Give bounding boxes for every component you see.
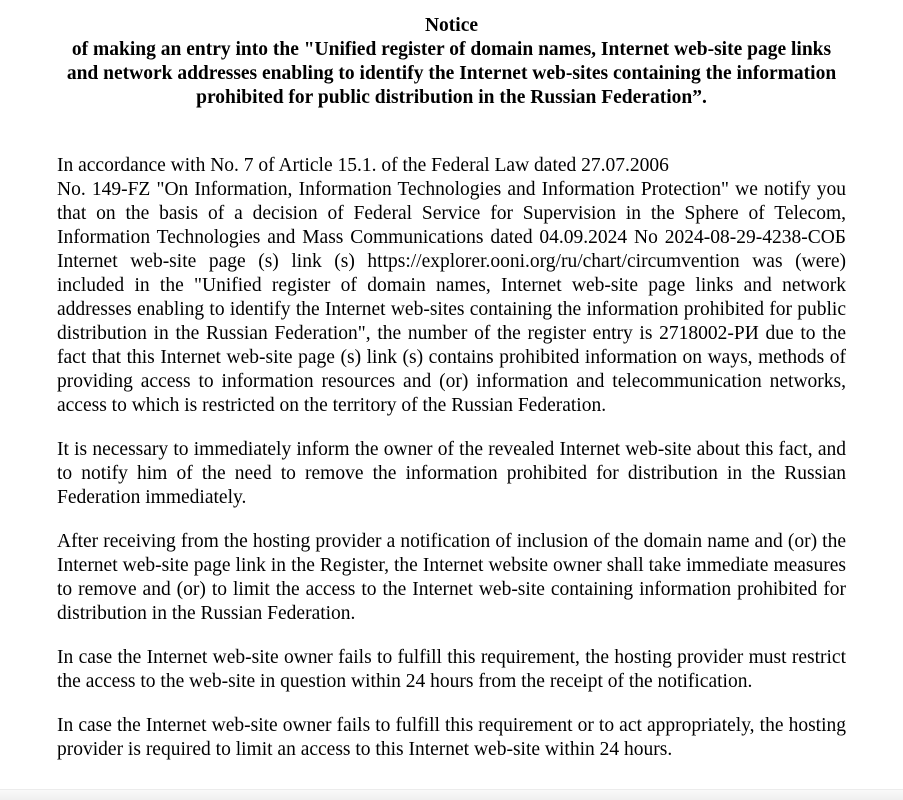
paragraph-inform-owner: It is necessary to immediately inform the owner of the revealed Internet web-site about this fact, and to notify him of the need to remove the information prohibited for distribution in the Russian Federation immediately. (57, 439, 846, 508)
document-body (57, 154, 846, 762)
paragraph-owner-measures: After receiving from the hosting provider a notification of inclusion of the domain name and (or) the Internet web-site page link in the Register, the Internet website owner shall take immediate measures to remove and (or) to limit the access to the Internet web-site containing information prohibited for distribution in the Russian Federation. (57, 531, 846, 624)
paragraph-hosting-restrict-24h: In case the Internet web-site owner fails to fulfill this requirement, the hosting provider must restrict the access to the web-site in question within 24 hours from the receipt of the notification. (57, 647, 846, 692)
document-subtitle: of making an entry into the "Unified register of domain names, Internet web-site page links and network addresses enabling to identify the Internet web-sites containing the information prohibited for public distribution in the Russian Federation”. (66, 39, 837, 108)
legal-basis-first-line: In accordance with No. 7 of Article 15.1. of the Federal Law dated 27.07.2006 (57, 155, 669, 176)
paragraph-legal-basis (57, 154, 846, 418)
legal-basis-before-url: No. 149-FZ "On Information, Information Technologies and Information Protection" we notify you that on the basis of a decision of Federal Service for Supervision in the Sphere of Telecom, Information Technologies and Mass Communications dated 04.09.2024 No 2024-08-29-4238-СОБ Internet web-site page (s) link (s) (57, 179, 846, 272)
document-header (57, 14, 846, 110)
blocked-url-text: https://explorer.ooni.org/ru/chart/circumvention (367, 251, 740, 272)
document-title: Notice (424, 15, 479, 36)
page-bottom-edge (0, 789, 903, 800)
legal-basis-after-url: was (were) included in the "Unified register of domain names, Internet web-site page links and network addresses enabling to identify the Internet web-sites containing the information prohibited for public distribution in the Russian Federation", the number of the register entry is 2718002-РИ due to the fact that this Internet web-site page (s) link (s) contains prohibited information on ways, methods of providing access to information resources and (or) information and telecommunication networks, access to which is restricted on the territory of the Russian Federation. (57, 251, 846, 416)
paragraph-hosting-limit-24h: In case the Internet web-site owner fails to fulfill this requirement or to act appropriately, the hosting provider is required to limit an access to this Internet web-site within 24 hours. (57, 715, 846, 760)
